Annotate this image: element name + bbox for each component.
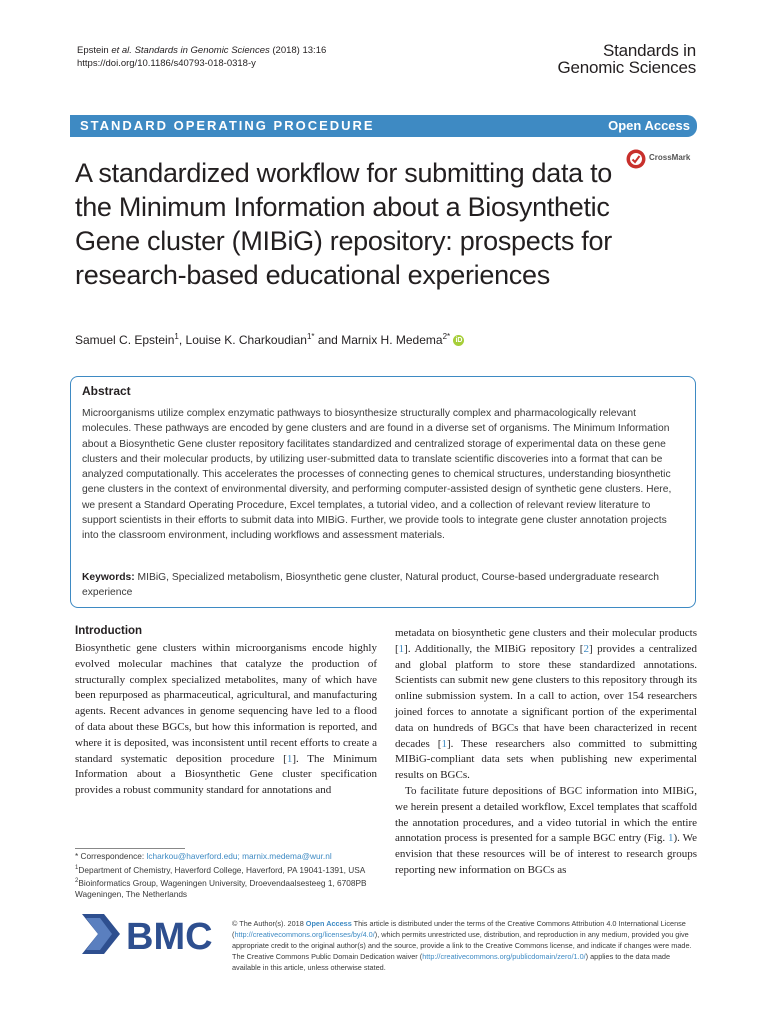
journal-name-line1: Standards in	[602, 41, 696, 60]
bmc-wordmark: BMC	[126, 916, 213, 957]
paragraph: metadata on biosynthetic gene clusters and their molecular products [1]. Additionally, the MIBiG repository [2] provides a centralized and global platform to store these standardized annotations. Scientists can submit new gene clusters to this repository through its online submission system. In a call to action, over 154 researchers joined forces to annotate a significant portion of the experimental data on hundreds of BGCs that have been characterized in recent decades [1]. These researchers also committed to submitting MIBiG-compliant data sets when publishing new experimental results on BGCs.	[395, 627, 698, 782]
abstract-text: Microorganisms utilize complex enzymatic pathways to biosynthesize structurally complex and pharmacologically relevant molecules. These pathways are encoded by gene clusters and are found in a diverse set of organisms. The Minimum Information about a Biosynthetic Gene cluster repository facilitates standardized and centralized storage of experimental data on these gene clusters and their molecular products, by utilizing user-submitted data to translate scientific discoveries into a format that can be analyzed computationally. This accelerates the processes of connecting genes to chemical structures, understanding biosynthetic gene clusters in the context of environmental diversity, and performing computer-assisted design of synthetic gene clusters. Here, we present a Standard Operating Procedure, Excel templates, a tutorial video, and a collection of relevant review literature to support scientists in their efforts to submit data into MIBiG. Further, we provide tools to integrate gene cluster annotation projects into the classroom environment, including workflows and assessment materials.	[82, 408, 672, 542]
citation-header	[77, 44, 326, 70]
reference-link[interactable]: 1	[441, 737, 447, 750]
affiliation-marker: 2*	[442, 332, 451, 341]
keywords-list: MIBiG, Specialized metabolism, Biosynthetic gene cluster, Natural product, Course-based undergraduate research experience	[82, 572, 659, 599]
open-access-label: Open Access	[608, 118, 690, 133]
affiliation: $^2$Bioinformatics Group, Wageningen University, Droevendaalsesteeg 1, 6708PB Wageningen, The Netherlands	[75, 877, 367, 900]
journal-logo	[557, 42, 696, 76]
section-heading: Introduction	[75, 625, 143, 637]
doi-link[interactable]: https://doi.org/10.1186/s40793-018-0318-y	[77, 58, 256, 69]
reference-link[interactable]: 1	[286, 752, 293, 765]
author-name[interactable]: Marnix H. Medema	[341, 333, 443, 347]
article-title: A standardized workflow for submitting data to the Minimum Information about a Biosynthetic Gene cluster (MIBiG) repository: prospects for research-based educational experiences	[75, 158, 612, 290]
author-list: Samuel C. Epstein$^1$, Louise K. Charkoudian$^{1*}$ and Marnix H. Medema$^{2*}$ iD	[75, 332, 463, 347]
author-name[interactable]: Louise K. Charkoudian	[185, 333, 307, 347]
body-column-left	[75, 641, 377, 799]
paragraph: Biosynthetic gene clusters within microorganisms encode highly evolved molecular machines that catalyze the production of structurally complex specialized metabolites, many of which have been repurposed as pharmaceutical, agricultural, and manufacturing agents. Recent advances in genome sequencing have led to a flood of data about these BGCs, but how this information is reported, and where it is deposited, was inconsistent until recent efforts to create a standard systematic deposition procedure [1]. The Minimum Information about a Biosynthetic Gene cluster specification provides a robust community standard for annotations and	[75, 642, 377, 797]
journal-name-line2: Genomic Sciences	[557, 58, 696, 77]
body-column-right	[395, 626, 697, 879]
figure-link[interactable]: 1	[668, 832, 674, 845]
waiver-link[interactable]: http://creativecommons.org/publicdomain/zero/1.0/	[422, 951, 586, 961]
license-text: © The Author(s). 2018 Open Access This article is distributed under the terms of the Creative Commons Attribution 4.0 International License (http://creativecommons.org/licenses/by/4.0/), which permits unrestricted use, distribution, and reproduction in any medium, provided you give appropriate credit to the original author(s) and the source, provide a link to the Creative Commons license, and indicate if changes were made. The Creative Commons Public Domain Dedication waiver (http://creativecommons.org/publicdomain/zero/1.0/) applies to the data made available in this article, unless otherwise stated.	[232, 919, 692, 972]
affiliation-marker: 1*	[306, 332, 315, 341]
paragraph: To facilitate future depositions of BGC information into MIBiG, we herein present a detailed workflow, Excel templates that scaffold the annotation procedures, and a video tutorial in which the entire annotation process is presented for a sample BGC entry (Fig. 1). We envision that these resources will be of interest to research groups reporting new information on BGCs as	[395, 784, 697, 876]
correspondence: * Correspondence: lcharkou@haverford.edu; marnix.medema@wur.nl	[75, 851, 332, 861]
crossmark-label: CrossMark	[649, 153, 691, 162]
keywords	[82, 570, 686, 601]
open-access-label: Open Access	[305, 919, 352, 928]
citation-year: (2018) 13:16	[269, 45, 327, 56]
crossmark-badge[interactable]	[626, 147, 696, 171]
author-name[interactable]: Samuel C. Epstein	[75, 333, 175, 347]
bmc-logo-icon	[82, 912, 222, 957]
affiliation-marker: 1	[174, 332, 179, 341]
bmc-logo	[82, 912, 222, 957]
keywords-label: Keywords:	[82, 572, 135, 583]
reference-link[interactable]: 2	[583, 642, 589, 655]
orcid-icon[interactable]: iD	[455, 337, 463, 345]
citation-journal: et al. Standards in Genomic Sciences	[111, 45, 270, 56]
license-link[interactable]: http://creativecommons.org/licenses/by/4.0/	[234, 929, 375, 939]
footnotes	[75, 851, 375, 901]
footnote-divider	[75, 848, 185, 849]
reference-link[interactable]: 1	[398, 642, 405, 655]
email-links[interactable]: lcharkou@haverford.edu; marnix.medema@wur.nl	[146, 851, 332, 861]
citation-authors: Epstein	[77, 45, 112, 56]
abstract-heading: Abstract	[82, 384, 131, 398]
affiliation: $^1$Department of Chemistry, Haverford College, Haverford, PA 19041-1391, USA	[75, 864, 366, 875]
article-category: STANDARD OPERATING PROCEDURE	[80, 118, 375, 133]
